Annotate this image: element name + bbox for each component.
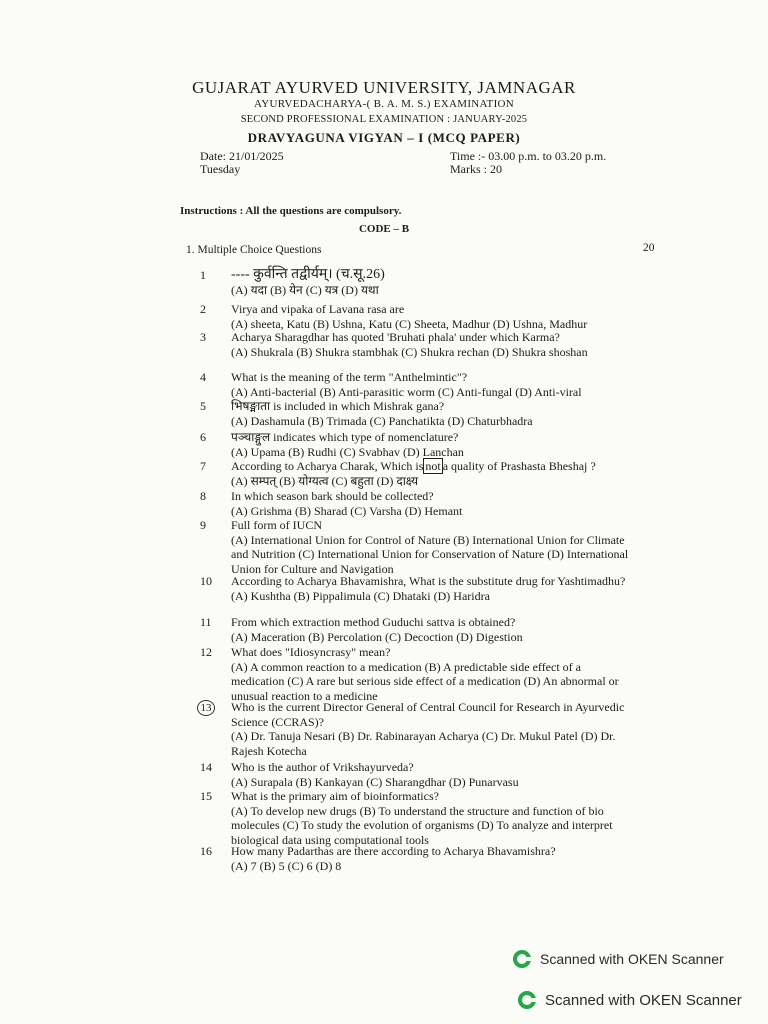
oken-scanner-icon: [513, 950, 531, 968]
question-number: 16: [200, 844, 212, 858]
question-text: Virya and vipaka of Lavana rasa are: [231, 302, 405, 316]
question-text: According to Acharya Bhavamishra, What is the substitute drug for Yashtimadhu?: [231, 574, 626, 588]
question-options: (A) Maceration (B) Percolation (C) Decoction (D) Digestion: [231, 629, 523, 644]
question-text: पञ्चाङ्गुल indicates which type of nomenclature?: [231, 430, 459, 444]
scanner-watermark-2: Scanned with OKEN Scanner: [518, 991, 742, 1009]
question-text: भिषङ्माता is included in which Mishrak gana?: [231, 399, 445, 413]
question-number: 7: [200, 459, 206, 473]
question-number: 14: [200, 760, 212, 774]
question-options: (A) Anti-bacterial (B) Anti-parasitic worm (C) Anti-fungal (D) Anti-viral: [231, 384, 582, 399]
question-text: ---- कुर्वन्ति तद्वीर्यम्। (च.सू.26): [231, 267, 385, 282]
section-marks: 20: [643, 242, 655, 254]
question-number: 11: [200, 615, 212, 629]
question-options: (A) Kushtha (B) Pippalimula (C) Dhataki (D) Haridra: [231, 588, 490, 603]
question-text: What is the meaning of the term "Anthelmintic"?: [231, 370, 468, 384]
question-text: How many Padarthas are there according to Acharya Bhavamishra?: [231, 844, 556, 858]
question-number: 3: [200, 330, 206, 344]
question-options: (A) Shukrala (B) Shukra stambhak (C) Shukra rechan (D) Shukra shoshan: [231, 344, 588, 359]
exam-marks: Marks : 20: [450, 162, 502, 176]
session-title: SECOND PROFESSIONAL EXAMINATION : JANUARY-2025: [240, 114, 528, 125]
question-options: (A) Dashamula (B) Trimada (C) Panchatikta (D) Chaturbhadra: [231, 413, 533, 428]
question-number: 9: [200, 518, 206, 532]
exam-date: Date: 21/01/2025: [200, 149, 284, 163]
paper-code: CODE – B: [358, 223, 410, 235]
question-text: What does "Idiosyncrasy" mean?: [231, 645, 391, 659]
instructions: Instructions : All the questions are compulsory.: [180, 205, 402, 217]
exam-title: AYURVEDACHARYA-( B. A. M. S.) EXAMINATION: [253, 98, 515, 110]
question-number: 6: [200, 430, 206, 444]
oken-scanner-icon: [518, 991, 536, 1009]
question-text: Who is the current Director General of Central Council for Research in Ayurvedic Science (CCRAS)?: [231, 700, 625, 729]
question-number: 1: [200, 268, 206, 282]
question-options: (A) यदा (B) येन (C) यत्र (D) यथा: [231, 282, 379, 297]
question-options: (A) A common reaction to a medication (B) A predictable side effect of a medication (C) A rare but serious side effect of a medication (D) An abnormal or unusual reaction to a medicine: [231, 659, 619, 703]
question-number: 2: [200, 302, 206, 316]
exam-time: Time :- 03.00 p.m. to 03.20 p.m.: [450, 149, 607, 163]
question-text: Who is the author of Vrikshayurveda?: [231, 760, 414, 774]
university-title: GUJARAT AYURVED UNIVERSITY, JAMNAGAR: [192, 78, 576, 97]
question-text: According to Acharya Charak, Which is not a quality of Prashasta Bheshaj ?: [231, 459, 596, 473]
question-options: (A) Surapala (B) Kankayan (C) Sharangdhar (D) Punarvasu: [231, 774, 519, 789]
question-text: In which season bark should be collected?: [231, 489, 434, 503]
question-number: 8: [200, 489, 206, 503]
question-options: (A) Grishma (B) Sharad (C) Varsha (D) Hemant: [231, 503, 463, 518]
question-number: 4: [200, 370, 206, 384]
question-options: (A) To develop new drugs (B) To understand the structure and function of bio molecules (C) To study the evolution of organisms (D) To analyze and interpret biological data using computational tools: [231, 803, 613, 847]
question-text: From which extraction method Guduchi sattva is obtained?: [231, 615, 516, 629]
emphasis-box: not: [425, 459, 441, 473]
question-number: 5: [200, 399, 206, 413]
paper-title: DRAVYAGUNA VIGYAN – I (MCQ PAPER): [247, 130, 521, 145]
question-number: 15: [200, 789, 212, 803]
circled-number: 13: [197, 700, 215, 716]
question-text: Acharya Sharagdhar has quoted 'Bruhati phala' under which Karma?: [231, 330, 560, 344]
scanner-watermark: Scanned with OKEN Scanner: [513, 950, 724, 968]
question-number: 12: [200, 645, 212, 659]
question-options: (A) International Union for Control of Nature (B) International Union for Climate and Nutrition (C) International Union for Conservation of Nature (D) International Union for Culture and Navigation: [231, 532, 629, 576]
question-options: (A) Upama (B) Rudhi (C) Svabhav (D) Lanchan: [231, 444, 464, 459]
question-text: What is the primary aim of bioinformatics?: [231, 789, 439, 803]
question-options: (A) sheeta, Katu (B) Ushna, Katu (C) Sheeta, Madhur (D) Ushna, Madhur: [231, 316, 588, 331]
question-number: [200, 700, 228, 716]
question-number: 10: [200, 574, 212, 588]
question-text: Full form of IUCN: [231, 518, 322, 532]
exam-day: Tuesday: [200, 162, 241, 176]
question-options: (A) 7 (B) 5 (C) 6 (D) 8: [231, 858, 342, 873]
question-options: (A) सम्पत् (B) योग्यत्व (C) बहुता (D) दाक्ष्य: [231, 473, 419, 488]
question-options: (A) Dr. Tanuja Nesari (B) Dr. Rabinarayan Acharya (C) Dr. Mukul Patel (D) Dr. Rajesh Kotecha: [231, 729, 616, 758]
section-title: 1. Multiple Choice Questions: [186, 244, 322, 256]
